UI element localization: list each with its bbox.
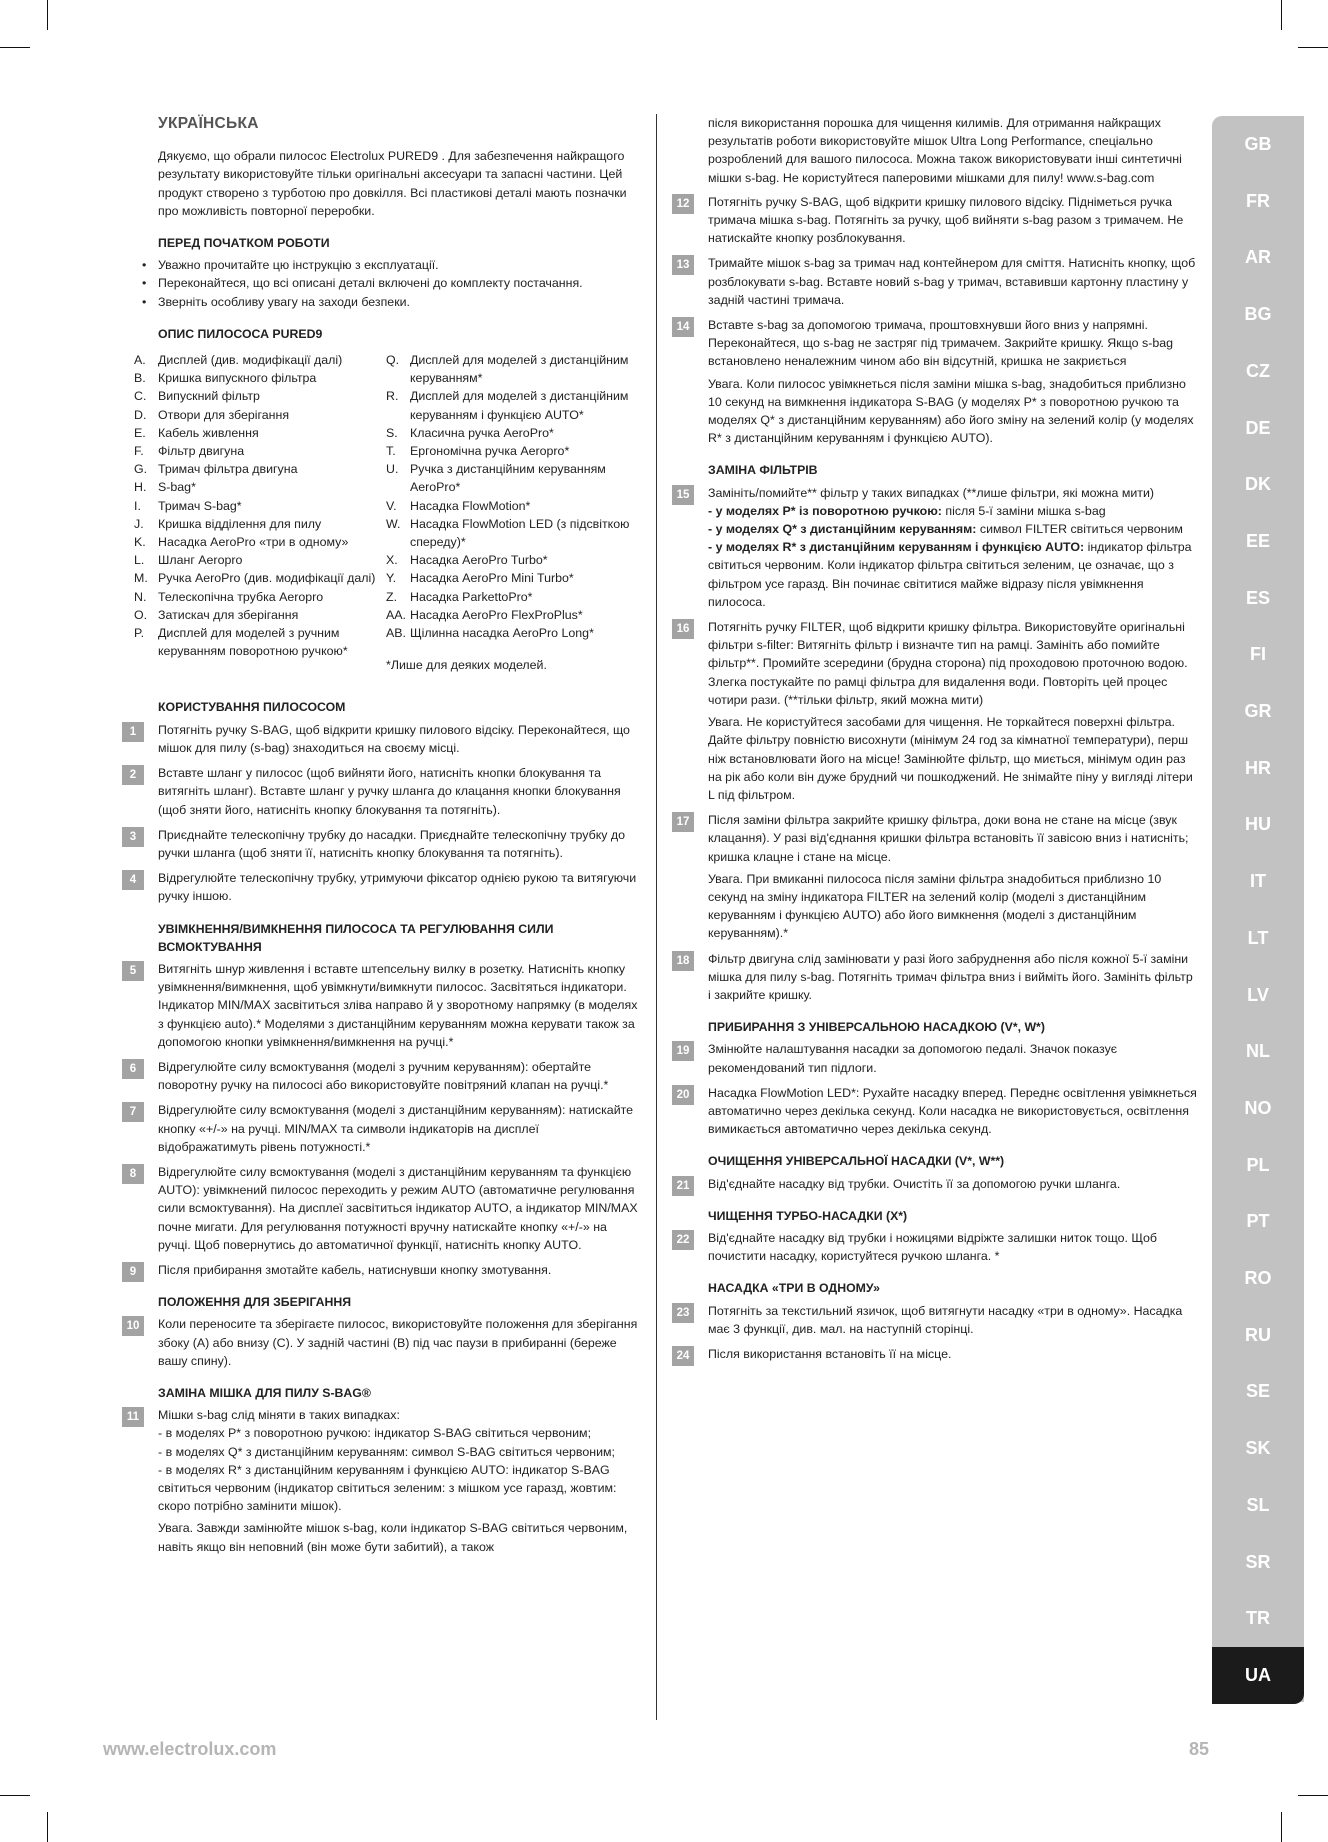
universal-steps xyxy=(676,1040,1198,1138)
language-tab-se[interactable]: SE xyxy=(1245,1381,1270,1402)
step-19 xyxy=(676,1040,1198,1076)
part-name: Насадка FlowMotion* xyxy=(410,498,531,513)
parts-heading: ОПИС ПИЛОСОСА PURED9 xyxy=(158,326,323,341)
step-number: 4 xyxy=(122,870,144,890)
step-17 xyxy=(676,811,1198,942)
language-tab-lt[interactable]: LT xyxy=(1247,927,1269,948)
part-item xyxy=(134,588,386,606)
step-16 xyxy=(676,618,1198,804)
step-text: Відрегулюйте силу всмоктування (моделі з дистанційним керуванням та функцією AUTO): увімкнений пилосос переходить у режим AUTO (автоматичне регулювання сили всмоктування). На дисплеї засвітиться індикатор AUTO, а індикатор MIN/MAX почне мигати. Для регулювання потужності вручну натискайте кнопку «+/-» на ручці. Щоб повернутись до автоматичної функції, натисніть кнопку AUTO. xyxy=(158,1164,638,1252)
language-tab-lv[interactable]: LV xyxy=(1247,984,1269,1005)
step-text: Насадка FlowMotion LED*: Рухайте насадку вперед. Переднє освітлення увімкнеться автоматично через декілька секунд. Коли насадка не використовується, освітлення вимикається автоматично через декілька секунд. xyxy=(708,1085,1197,1137)
part-letter: E. xyxy=(134,425,146,440)
language-tab-fr[interactable]: FR xyxy=(1246,190,1270,211)
step-number: 7 xyxy=(122,1102,144,1122)
part-letter: X. xyxy=(386,553,398,568)
part-item xyxy=(386,387,638,423)
language-tab-sk[interactable]: SK xyxy=(1245,1438,1271,1459)
step-note: Увага. Коли пилосос увімкнеться після заміни мішка s-bag, знадобиться приблизно 10 секунд на вимкнення індикатора S-BAG (у моделях P* з поворотною ручкою та моделях Q* з дистанційним керуванням) або його зміну на зелений колір (у моделях R* з дистанційним керуванням і функцією AUTO). xyxy=(708,376,1194,446)
part-letter: V. xyxy=(386,498,397,513)
before-heading: ПЕРЕД ПОЧАТКОМ РОБОТИ xyxy=(158,236,330,251)
column-divider xyxy=(656,114,657,1720)
part-item xyxy=(134,551,386,569)
part-name: S-bag* xyxy=(158,480,196,495)
step-number: 16 xyxy=(672,619,694,639)
part-letter: AA. xyxy=(386,607,406,622)
before-bullet: • Переконайтеся, що всі описані деталі включені до комплекту постачання. xyxy=(158,274,638,292)
step-3 xyxy=(129,826,638,862)
left-column xyxy=(126,115,638,1563)
crop-mark xyxy=(0,47,30,48)
step-line xyxy=(708,538,1198,611)
part-item xyxy=(386,351,638,387)
step-number: 14 xyxy=(672,317,694,337)
part-letter: O. xyxy=(134,607,148,622)
step-number: 17 xyxy=(672,812,694,832)
part-letter: S. xyxy=(386,425,398,440)
part-name: Кришка відділення для пилу xyxy=(158,516,322,531)
step-text: Вставте шланг у пилосос (щоб вийняти його, натисніть кнопки блокування та витягніть шланг). Вставте шланг у ручку шланга до клацання кнопки блокування (щоб зняти його, натисніть кнопку блокування та потягніть). xyxy=(158,766,621,817)
model-label: - у моделях P* із поворотною ручкою: xyxy=(708,503,942,518)
part-name: Насадка FlowMotion LED (з підсвіткою спереду)* xyxy=(410,516,630,550)
language-tab-sl[interactable]: SL xyxy=(1246,1494,1270,1515)
step-text: Потягніть ручку FILTER, щоб відкрити кришку фільтра. Використовуйте оригінальні фільтри s-filter: Витягніть фільтр і визначте тип на рамці. Замініть або помийте фільтр**. Промийте зсередини (брудна сторона) під проходовою проточною водою. Злегка постукайте по рамці фільтра для видалення води. Повторіть цей процес чотири рази. (**тільки фільтр, який можна мити) xyxy=(708,620,1188,707)
turbo-heading: ЧИЩЕННЯ ТУРБО-НАСАДКИ (X*) xyxy=(708,1208,908,1223)
step-8 xyxy=(129,1163,638,1254)
step-text: Приєднайте телескопічну трубку до насадки. Приєднайте телескопічну трубку до ручки шланга (щоб зняти її, натисніть кнопку блокування та потягніть). xyxy=(158,827,626,860)
part-name: Затискач для зберігання xyxy=(158,607,299,622)
three-in-one-heading: НАСАДКА «ТРИ В ОДНОМУ» xyxy=(708,1281,880,1296)
step-23 xyxy=(676,1302,1198,1338)
parts-footnote: *Лише для деяких моделей. xyxy=(386,658,547,673)
language-tab-hu[interactable]: HU xyxy=(1245,814,1271,835)
language-tab-gb[interactable]: GB xyxy=(1244,134,1272,154)
part-name: Випускний фільтр xyxy=(158,389,260,404)
part-item xyxy=(386,424,638,442)
sbag-continued: після використання порошка для чищення килимів. Для отримання найкращих результатів роботи використовуйте мішок Ultra Long Performance, спеціально розроблений для вашого пилососа. Можна також використовувати інші синтетичні мішки s-bag. Не користуйтеся паперовими мішками для пилу! www.s-bag.com xyxy=(708,116,1182,185)
step-text: Витягніть шнур живлення і вставте штепсельну вилку в розетку. Натисніть кнопку увімкнення/вимкнення, щоб увімкнути/вимкнути пилосос. Засвітяться індикатори. Індикатор MIN/MAX засвітиться зліва направо й у зворотному напрямку (в моделях з функцією auto).* Моделями з дистанційним керуванням можна керувати також за допомогою кнопки увімкнення/вимкнення на ручці.* xyxy=(158,961,638,1049)
part-letter: H. xyxy=(134,480,147,495)
step-text: Потягніть ручку S-BAG, щоб відкрити кришку пилового відсіку. Переконайтеся, що мішок для пилу (s-bag) знаходиться на своєму місці. xyxy=(158,722,630,755)
part-name: Телескопічна трубка Aeropro xyxy=(158,589,324,604)
step-number: 1 xyxy=(122,722,144,742)
page-number: 85 xyxy=(1189,1739,1210,1759)
part-item xyxy=(134,406,386,424)
step-number: 21 xyxy=(672,1176,694,1196)
footer-url[interactable]: www.electrolux.com xyxy=(103,1739,277,1759)
step-5 xyxy=(129,960,638,1051)
step-13 xyxy=(676,254,1198,309)
model-label: - у моделях R* з дистанційним керуванням і функцією AUTO: xyxy=(708,540,1085,555)
part-letter: P. xyxy=(134,626,145,641)
part-item xyxy=(386,515,638,551)
step-note: Увага. При вмиканні пилососа після заміни фільтра знадобиться приблизно 10 секунд на зміну індикатора FILTER на зелений колір (моделі з дистанційним керуванням і функцією AUTO) або його вимкнення (моделі з дистанційним керуванням).* xyxy=(708,871,1162,941)
part-name: Ручка AeroPro (див. модифікації далі) xyxy=(158,571,376,586)
intro-paragraph: Дякуємо, що обрали пилосос Electrolux PURED9 . Для забезпечення найкращого результату використовуйте тільки оригінальні аксесуари та запасні частини. Цей продукт створено з турботою про довкілля. Всі пластикові деталі мають позначки про можливість повторної переробки. xyxy=(158,149,627,218)
step-number: 10 xyxy=(122,1316,144,1336)
part-name: Дисплей (див. модифікації далі) xyxy=(158,353,343,368)
step-7 xyxy=(129,1101,638,1156)
part-letter: L. xyxy=(134,553,145,568)
part-item xyxy=(386,569,638,587)
parts-list xyxy=(134,351,638,674)
step-24 xyxy=(676,1345,1198,1363)
power-steps xyxy=(129,960,638,1279)
step-line: Мішки s-bag слід міняти в таких випадках: xyxy=(158,1408,400,1423)
language-tab-dk[interactable]: DK xyxy=(1245,474,1271,495)
part-letter: I. xyxy=(134,498,141,513)
step-12 xyxy=(676,193,1198,248)
usage-heading: КОРИСТУВАННЯ ПИЛОСОСОМ xyxy=(158,700,346,715)
part-name: Насадка ParkettoPro* xyxy=(410,589,533,604)
part-item xyxy=(386,460,638,496)
crop-mark xyxy=(1298,1795,1328,1796)
part-name: Отвори для зберігання xyxy=(158,407,290,422)
language-tab-gr[interactable]: GR xyxy=(1244,701,1272,721)
part-name: Шланг Aeropro xyxy=(158,553,243,568)
part-name: Тримач S-bag* xyxy=(158,498,242,513)
part-item xyxy=(134,569,386,587)
language-tab-ro[interactable]: RO xyxy=(1244,1268,1272,1288)
step-number: 3 xyxy=(122,827,144,847)
step-number: 18 xyxy=(672,951,694,971)
page-title: УКРАЇНСЬКА xyxy=(158,115,259,132)
language-tab-pl[interactable]: PL xyxy=(1246,1154,1270,1175)
step-number: 19 xyxy=(672,1041,694,1061)
language-tab-nl[interactable]: NL xyxy=(1246,1041,1270,1062)
language-tab-no[interactable]: NO xyxy=(1244,1097,1272,1118)
crop-mark xyxy=(0,1795,30,1796)
storage-heading: ПОЛОЖЕННЯ ДЛЯ ЗБЕРІГАННЯ xyxy=(158,1295,352,1310)
step-1 xyxy=(129,721,638,757)
step-number: 20 xyxy=(672,1085,694,1105)
part-letter: R. xyxy=(386,389,399,404)
part-item xyxy=(134,369,386,387)
parts-column-right xyxy=(386,351,638,674)
part-item xyxy=(386,497,638,515)
part-name: Насадка AeroPro FlexProPlus* xyxy=(410,607,583,622)
step-text: Фільтр двигуна слід замінювати у разі його забруднення або після кожної 5-ї заміни мішка для пилу s-bag. Потягніть тримач фільтра вниз і вийміть його. Замініть фільтр і закрийте кришку. xyxy=(708,951,1193,1002)
part-letter: C. xyxy=(134,389,147,404)
language-tab-tr[interactable]: TR xyxy=(1246,1608,1270,1629)
cleaning-steps xyxy=(676,1175,1198,1193)
part-name: Фільтр двигуна xyxy=(158,444,245,459)
storage-steps xyxy=(126,1315,638,1370)
language-tab-ar[interactable]: AR xyxy=(1245,247,1271,268)
step-number: 24 xyxy=(672,1346,694,1366)
part-letter: N. xyxy=(134,589,147,604)
step-9 xyxy=(129,1261,638,1279)
step-number: 15 xyxy=(672,485,694,505)
right-column xyxy=(676,114,1198,1370)
step-note: Увага. Не користуйтеся засобами для чищення. Не торкайтеся поверхні фільтра. Дайте фільтру повністю висохнути (мінімум 24 год за кімнатної температури), перш ніж встановлювати його на місце! Замінюйте фільтр, що миється, мінімум один раз на рік або коли він дуже брудний чи пошкоджений. Не знімайте піну у вигляді літери L під фільтром. xyxy=(708,715,1193,802)
step-line xyxy=(708,502,1198,520)
universal-heading: ПРИБИРАННЯ З УНІВЕРСАЛЬНОЮ НАСАДКОЮ (V*, W*) xyxy=(708,1020,1045,1035)
step-number: 6 xyxy=(122,1059,144,1079)
step-text: Потягніть за текстильний язичок, щоб витягнути насадку «три в одному». Насадка має 3 функції, див. мал. на наступній сторінці. xyxy=(708,1303,1183,1336)
step-line: - в моделях P* з поворотною ручкою: індикатор S-BAG світиться червоним; xyxy=(158,1426,592,1441)
step-text: Коли переносите та зберігаєте пилосос, використовуйте положення для зберігання збоку (A) або внизу (C). У задній частині (B) під час паузи в прибиранні (береже вашу спину). xyxy=(158,1317,638,1368)
crop-mark xyxy=(1298,47,1328,48)
step-11 xyxy=(126,1406,638,1556)
part-item xyxy=(134,442,386,460)
part-name: Кабель живлення xyxy=(158,425,259,440)
language-tab-sr[interactable]: SR xyxy=(1245,1551,1271,1572)
part-name: Кришка випускного фільтра xyxy=(158,371,317,386)
part-letter: AB. xyxy=(386,626,406,641)
step-text: Відрегулюйте силу всмоктування (моделі з ручним керуванням): обертайте поворотну ручку на пилососі або використовуйте повітряний клапан на ручці.* xyxy=(158,1059,609,1093)
part-name: Класична ручка AeroPro* xyxy=(410,425,554,440)
step-14 xyxy=(676,316,1198,447)
step-number: 9 xyxy=(122,1262,144,1282)
part-item xyxy=(134,533,386,551)
filters-heading: ЗАМІНА ФІЛЬТРІВ xyxy=(708,463,818,478)
language-tab-de[interactable]: DE xyxy=(1245,417,1271,438)
step-20 xyxy=(676,1084,1198,1139)
language-tab-hr[interactable]: HR xyxy=(1245,757,1271,778)
step-text: Тримайте мішок s-bag за тримач над контейнером для сміття. Натисніть кнопку, щоб розблокувати s-bag. Вставте новий s-bag у тримач, вставивши картонну пластину у задній частині тримача. xyxy=(708,256,1196,307)
step-line: - в моделях R* з дистанційним керуванням і функцією AUTO: індикатор S-BAG світиться червоним (індикатор світиться зеленим: з мішком усе гаразд, жовтим: скоро потрібно замінити мішок). xyxy=(158,1462,617,1514)
part-letter: K. xyxy=(134,535,146,550)
part-letter: U. xyxy=(386,462,399,477)
part-letter: M. xyxy=(134,571,148,586)
language-tab-cz[interactable]: CZ xyxy=(1246,360,1270,381)
part-item xyxy=(386,606,638,624)
part-name: Дисплей для моделей з ручним керуванням поворотною ручкою* xyxy=(158,626,348,659)
step-note: Увага. Завжди замінюйте мішок s-bag, коли індикатор S-BAG світиться червоним, навіть якщо він неповний (він може бути забитий), а також xyxy=(158,1521,628,1554)
step-text: Після використання встановіть її на місце. xyxy=(708,1346,952,1361)
usage-steps xyxy=(129,721,638,906)
part-item xyxy=(386,624,638,642)
step-number: 11 xyxy=(122,1407,144,1427)
cleaning-heading: ОЧИЩЕННЯ УНІВЕРСАЛЬНОЇ НАСАДКИ (V*, W**) xyxy=(708,1154,1005,1169)
language-tabs xyxy=(1212,116,1304,1702)
model-text: після 5-ї заміни мішка s-bag xyxy=(941,503,1106,518)
part-letter: J. xyxy=(134,516,144,531)
language-tab-ua[interactable]: UA xyxy=(1212,1647,1304,1704)
step-line: - в моделях Q* з дистанційним керуванням: символ S-BAG світиться червоним; xyxy=(158,1444,615,1459)
step-line xyxy=(708,520,1198,538)
part-letter: Q. xyxy=(386,353,400,368)
model-text: індикатор фільтра світиться червоним. Коли індикатор фільтра світиться зеленим, це означає, що з фільтром усе гаразд. Він починає світитися майже відразу після увімкнення пилососа. xyxy=(708,540,1192,609)
part-letter: Z. xyxy=(386,589,398,604)
step-18 xyxy=(676,950,1198,1005)
step-number: 5 xyxy=(122,961,144,981)
part-name: Дисплей для моделей з дистанційним керуванням* xyxy=(410,353,629,386)
part-name: Тримач фільтра двигуна xyxy=(158,462,298,477)
language-tab-it[interactable]: IT xyxy=(1250,871,1266,892)
step-number: 12 xyxy=(672,194,694,214)
step-text: Після заміни фільтра закрийте кришку фільтра, доки вона не стане на місце (звук клацання). У разі від'єднання кришки фільтра встановіть її завісою вниз і натисніть; кришка клацне і стане на місце. xyxy=(708,813,1189,864)
step-number: 8 xyxy=(122,1164,144,1184)
part-name: Щілинна насадка AeroPro Long* xyxy=(410,626,594,641)
sbag-heading: ЗАМІНА МІШКА ДЛЯ ПИЛУ S-BAG® xyxy=(158,1385,371,1400)
language-tab-pt[interactable]: PT xyxy=(1246,1211,1270,1232)
part-item xyxy=(134,606,386,624)
language-tab-fi[interactable]: FI xyxy=(1250,644,1266,665)
part-item xyxy=(134,515,386,533)
step-2 xyxy=(129,764,638,819)
crop-mark xyxy=(47,1812,48,1842)
part-name: Насадка AeroPro «три в одному» xyxy=(158,535,349,550)
part-letter: Y. xyxy=(386,571,397,586)
part-item xyxy=(134,624,386,660)
step-text: Змінюйте налаштування насадки за допомогою педалі. Значок показує рекомендований тип підлоги. xyxy=(708,1042,1118,1075)
step-text: Відрегулюйте телескопічну трубку, утримуючи фіксатор однією рукою та витягуючи ручку іншою. xyxy=(158,871,637,904)
step-15 xyxy=(676,484,1198,611)
language-tab-es[interactable]: ES xyxy=(1245,587,1270,608)
part-item xyxy=(134,424,386,442)
part-item xyxy=(134,478,386,496)
part-letter: B. xyxy=(134,371,146,386)
part-item xyxy=(386,442,638,460)
crop-mark xyxy=(1281,0,1282,30)
step-text: Від'єднайте насадку від трубки і ножицями відріжте залишки ниток тощо. Щоб почистити насадку, користуйтеся ручкою шланга. * xyxy=(708,1230,1158,1264)
step-text: Від'єднайте насадку від трубки. Очистіть її за допомогою ручки шланга. xyxy=(708,1176,1121,1191)
crop-mark xyxy=(47,0,48,30)
part-letter: W. xyxy=(386,516,401,531)
step-21 xyxy=(676,1175,1198,1193)
part-letter: A. xyxy=(134,353,146,368)
part-item xyxy=(386,588,638,606)
model-label: - у моделях Q* з дистанційним керуванням: xyxy=(708,522,977,537)
step-22 xyxy=(676,1229,1198,1265)
before-bullet: • Уважно прочитайте цю інструкцію з експлуатації. xyxy=(158,256,638,274)
part-letter: T. xyxy=(386,444,396,459)
part-item xyxy=(134,351,386,369)
crop-mark xyxy=(1281,1812,1282,1842)
language-tab-ru[interactable]: RU xyxy=(1245,1324,1271,1345)
step-number: 22 xyxy=(672,1230,694,1250)
power-heading: УВІМКНЕННЯ/ВИМКНЕННЯ ПИЛОСОСА ТА РЕГУЛЮВАННЯ СИЛИ ВСМОКТУВАННЯ xyxy=(158,921,554,954)
step-text: Після прибирання змотайте кабель, натиснувши кнопку змотування. xyxy=(158,1262,552,1277)
step-text: Вставте s-bag за допомогою тримача, проштовхнувши його вниз у напрямні. Переконайтеся, що s-bag не застряг під тримачем. Закрийте кришку. Якщо s-bag встановлено неналежним чином або він відсутній, кришка не закриється xyxy=(708,318,1174,369)
step-number: 23 xyxy=(672,1303,694,1323)
step-number: 2 xyxy=(122,765,144,785)
step-6 xyxy=(129,1058,638,1094)
before-bullet: • Зверніть особливу увагу на заходи безпеки. xyxy=(158,293,638,311)
step-4 xyxy=(129,869,638,905)
part-item xyxy=(134,497,386,515)
part-name: Насадка AeroPro Turbo* xyxy=(410,553,548,568)
part-name: Ергономічна ручка Aeropro* xyxy=(410,444,570,459)
part-letter: F. xyxy=(134,444,144,459)
part-item xyxy=(134,387,386,405)
part-name: Насадка AeroPro Mini Turbo* xyxy=(410,571,574,586)
step-10 xyxy=(126,1315,638,1370)
part-item xyxy=(134,460,386,478)
step-number: 13 xyxy=(672,255,694,275)
part-item xyxy=(386,551,638,569)
part-letter: D. xyxy=(134,407,147,422)
part-name: Ручка з дистанційним керуванням AeroPro* xyxy=(410,462,606,495)
part-name: Дисплей для моделей з дистанційним керуванням і функцією AUTO* xyxy=(410,389,629,422)
model-text: символ FILTER світиться червоним xyxy=(976,522,1183,537)
step-text: Потягніть ручку S-BAG, щоб відкрити кришку пилового відсіку. Підніметься ручка тримача мішка s-bag. Потягніть за ручку, щоб вийняти s-bag разом з тримачем. Не натискайте кнопку розблокування. xyxy=(708,194,1184,246)
filters-steps xyxy=(676,618,1198,1004)
step-text: Замініть/помийте** фільтр у таких випадках (**лише фільтри, які можна мити) xyxy=(708,485,1155,500)
turbo-steps xyxy=(676,1229,1198,1265)
language-tab-ee[interactable]: EE xyxy=(1245,530,1270,551)
part-letter: G. xyxy=(134,462,148,477)
sbag-steps xyxy=(676,193,1198,448)
language-tab-bg[interactable]: BG xyxy=(1244,304,1272,325)
step-text: Відрегулюйте силу всмоктування (моделі з дистанційним керуванням): натискайте кнопку «+/-» на ручці. MIN/MAX та символи індикаторів на дисплеї відображатимуть рівень потужності.* xyxy=(158,1103,634,1154)
three-in-one-steps xyxy=(676,1302,1198,1364)
parts-column-left xyxy=(134,351,386,674)
